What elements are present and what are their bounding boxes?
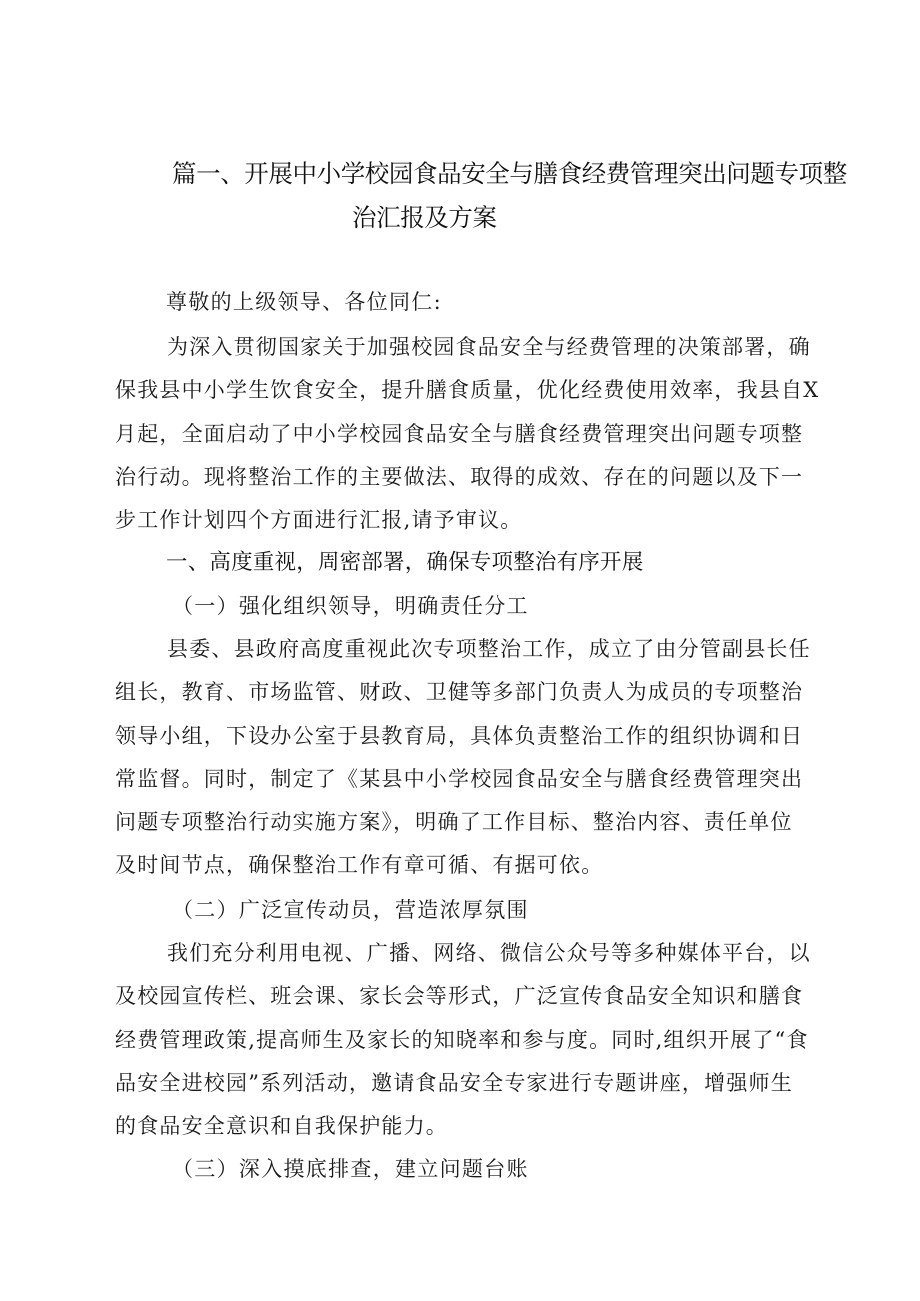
- paragraph-line: 问题专项整治行动实施方案》，明确了工作目标、整治内容、责任单位: [115, 810, 793, 835]
- salutation: 尊敬的上级领导、各位同仁:: [166, 290, 442, 314]
- paragraph-line: 常监督。同时，制定了《某县中小学校园食品安全与膳食经费管理突出: [115, 766, 804, 791]
- paragraph-line: 治行动。现将整治工作的主要做法、取得的成效、存在的问题以及下一: [115, 464, 804, 489]
- paragraph-line: 步工作计划四个方面进行汇报,请予审议。: [115, 508, 523, 533]
- paragraph-line: 我们充分利用电视、广播、网络、微信公众号等多种媒体平台，以: [167, 941, 811, 965]
- intro-paragraph: [115, 326, 831, 542]
- paragraph-line: 的食品安全意识和自我保护能力。: [115, 1114, 448, 1139]
- paragraph-line: 组长，教育、市场监管、财政、卫健等多部门负责人为成员的专项整治: [115, 680, 804, 705]
- paragraph-line: 县委、县政府高度重视此次专项整治工作，成立了由分管副县长任: [167, 637, 811, 661]
- paragraph-line: 经费管理政策,提高师生及家长的知晓率和参与度。同时,组织开展了“食: [115, 1027, 809, 1052]
- title-line-1: 篇一、开展中小学校园食品安全与膳食经费管理突出问题专项整: [172, 159, 847, 188]
- subsection-heading-1: （一）强化组织领导，明确责任分工: [172, 594, 529, 618]
- paragraph-line: 月起，全面启动了中小学校园食品安全与膳食经费管理突出问题专项整: [115, 421, 804, 446]
- subsection-1-paragraph: [115, 628, 831, 888]
- paragraph-line: 及时间节点，确保整治工作有章可循、有据可依。: [115, 853, 604, 878]
- subsection-2-paragraph: [115, 932, 831, 1148]
- paragraph-line: 及校园宣传栏、班会课、家长会等形式，广泛宣传食品安全知识和膳食: [115, 984, 804, 1009]
- paragraph-line: 领导小组，下设办公室于县教育局，具体负责整治工作的组织协调和日: [115, 723, 804, 748]
- subsection-heading-3: （三）深入摸底排查，建立问题台账: [172, 1157, 529, 1181]
- paragraph-line: 品安全进校园”系列活动，邀请食品安全专家进行专题讲座，增强师生: [115, 1070, 793, 1095]
- paragraph-line: 保我县中小学生饮食安全，提升膳食质量，优化经费使用效率，我县自X: [115, 378, 820, 403]
- document-title: [172, 152, 852, 240]
- subsection-heading-2: （二）广泛宣传动员，营造浓厚氛围: [172, 898, 529, 922]
- title-line-2: 治汇报及方案: [352, 203, 497, 232]
- paragraph-line: 为深入贯彻国家关于加强校园食品安全与经费管理的决策部署，确: [167, 335, 811, 359]
- section-heading-1: 一、高度重视，周密部署，确保专项整治有序开展: [166, 550, 644, 575]
